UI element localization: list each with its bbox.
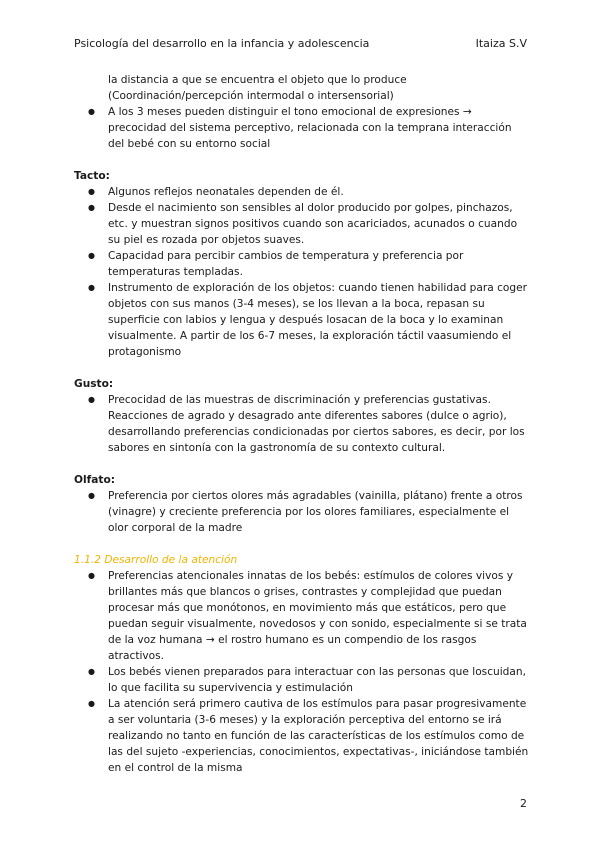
list-item: ● A los 3 meses pueden distinguir el tono emocional de expresiones → precocidad del sistema perceptivo, relacionada con la temprana interacción del bebé con su entorno social — [74, 104, 530, 152]
continuation-text: la distancia a que se encuentra el objeto que lo produce (Coordinación/percepción intermodal o intersensorial) — [108, 74, 407, 102]
intro-list — [74, 104, 530, 152]
list-item: ● Los bebés vienen preparados para interactuar con las personas que loscuidan, lo que facilita su supervivencia y estimulación — [74, 664, 530, 696]
page-body — [74, 72, 530, 776]
header-author: Itaiza S.V — [475, 37, 527, 50]
section-heading: Tacto: — [74, 170, 110, 182]
tacto-list — [74, 184, 530, 360]
list-item: ● Capacidad para percibir cambios de temperatura y preferencia por temperaturas templadas. — [74, 248, 530, 280]
tacto-section — [74, 168, 530, 360]
atencion-list — [74, 568, 530, 776]
list-item: ● Algunos reflejos neonatales dependen de él. — [74, 184, 530, 200]
olfato-list — [74, 488, 530, 536]
list-item: ● Precocidad de las muestras de discriminación y preferencias gustativas. Reacciones de agrado y desagrado ante diferentes sabores (dulce o agrio), desarrollando preferencias condicionadas por ciertos sabores, es decir, por los sabores en sintonía con la gastronomía de su contexto cultural. — [74, 392, 530, 456]
page-number: 2 — [520, 797, 527, 810]
list-item: ● Preferencias atencionales innatas de los bebés: estímulos de colores vivos y brillantes más que blancos o grises, contrastes y complejidad que puedan procesar más que monótonos, en movimiento más que estáticos, pero que puedan seguir visualmente, novedosos y con sonido, especialmente si se trata de la voz humana → el rostro humano es un compendio de los rasgos atractivos. — [74, 568, 530, 664]
section-heading: Gusto: — [74, 378, 114, 390]
gusto-list — [74, 392, 530, 456]
gusto-section — [74, 376, 530, 456]
list-item: ● Desde el nacimiento son sensibles al dolor producido por golpes, pinchazos, etc. y muestran signos positivos cuando son acariciados, acunados o cuando su piel es rozada por objetos suaves. — [74, 200, 530, 248]
list-item: ● Preferencia por ciertos olores más agradables (vainilla, plátano) frente a otros (vinagre) y creciente preferencia por los olores familiares, especialmente el olor corporal de la madre — [74, 488, 530, 536]
header-title: Psicología del desarrollo en la infancia y adolescencia — [74, 37, 370, 50]
section-heading: Olfato: — [74, 474, 115, 486]
atencion-section — [74, 552, 530, 776]
olfato-section — [74, 472, 530, 536]
list-item: ● La atención será primero cautiva de los estímulos para pasar progresivamente a ser voluntaria (3-6 meses) y la exploración perceptiva del entorno se irá realizando no tanto en función de las características de los estímulos como de las del sujeto -experiencias, conocimientos, expectativas-, iniciándose también en el control de la misma — [74, 696, 530, 776]
subsection-heading: 1.1.2 Desarrollo de la atención — [74, 554, 238, 566]
list-item: ● Instrumento de exploración de los objetos: cuando tienen habilidad para coger objetos con sus manos (3-4 meses), se los llevan a la boca, repasan su superficie con labios y lengua y después losacan de la boca y lo examinan visualmente. A partir de los 6-7 meses, la exploración táctil vaasumiendo el protagonismo — [74, 280, 530, 360]
